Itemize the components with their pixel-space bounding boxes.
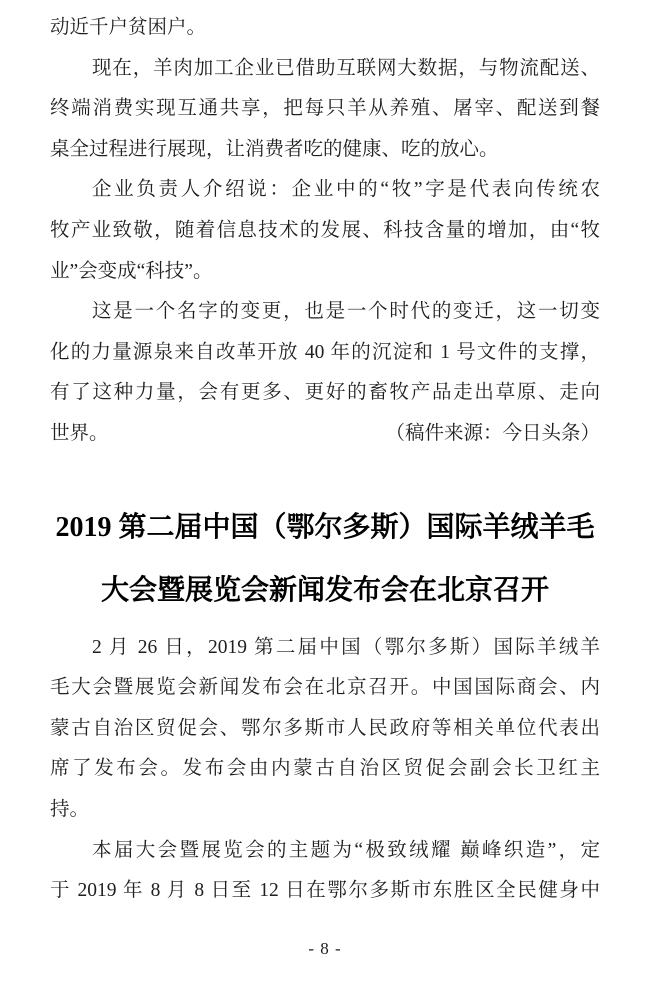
- body-line: 蒙古自治区贸促会、鄂尔多斯市人民政府等相关单位代表出: [50, 717, 600, 739]
- source-note: （稿件来源：今日头条）: [385, 422, 600, 444]
- body-line: 动近千户贫困户。: [50, 17, 207, 38]
- heading-line: 2019 第二届中国（鄂尔多斯）国际羊绒羊毛: [55, 511, 595, 543]
- body-line: 业”会变成“科技”。: [50, 260, 213, 282]
- article-heading: [50, 496, 600, 622]
- body-line: 有了这种力量，会有更多、更好的畜牧产品走出草原、走向: [50, 382, 600, 404]
- body-line: 席了发布会。发布会由内蒙古自治区贸促会副会长卫红主: [50, 758, 600, 780]
- body-line: 于 2019 年 8 月 8 日至 12 日在鄂尔多斯市东胜区全民健身中: [50, 880, 600, 902]
- article-news-section: [50, 628, 600, 912]
- body-line: 毛大会暨展览会新闻发布会在北京召开。中国国际商会、内: [50, 677, 600, 699]
- heading-line: 大会暨展览会新闻发布会在北京召开: [100, 574, 549, 606]
- body-line: 持。: [50, 798, 90, 820]
- body-line: 桌全过程进行展现，让消费者吃的健康、吃的放心。: [50, 138, 499, 160]
- source-line: [50, 414, 600, 455]
- body-line: 企业负责人介绍说：企业中的“牧”字是代表向传统农: [92, 179, 600, 201]
- paragraph-tail: 世界。: [50, 422, 109, 444]
- body-line: 本届大会暨展览会的主题为“极致绒耀 巅峰织造”，定: [92, 839, 600, 861]
- page-number: - 8 -: [308, 938, 342, 958]
- article-previous-section: [50, 8, 600, 455]
- body-line: 2 月 26 日，2019 第二届中国（鄂尔多斯）国际羊绒羊: [92, 636, 600, 658]
- body-line: 现在，羊肉加工企业已借助互联网大数据，与物流配送、: [92, 57, 600, 79]
- body-line: 终端消费实现互通共享，把每只羊从养殖、屠宰、配送到餐: [50, 98, 600, 120]
- body-line: 这是一个名字的变更，也是一个时代的变迁，这一切变: [92, 301, 600, 323]
- body-line: 化的力量源泉来自改革开放 40 年的沉淀和 1 号文件的支撑，: [50, 341, 600, 363]
- body-line: 牧产业致敬，随着信息技术的发展、科技含量的增加，由“牧: [50, 219, 600, 241]
